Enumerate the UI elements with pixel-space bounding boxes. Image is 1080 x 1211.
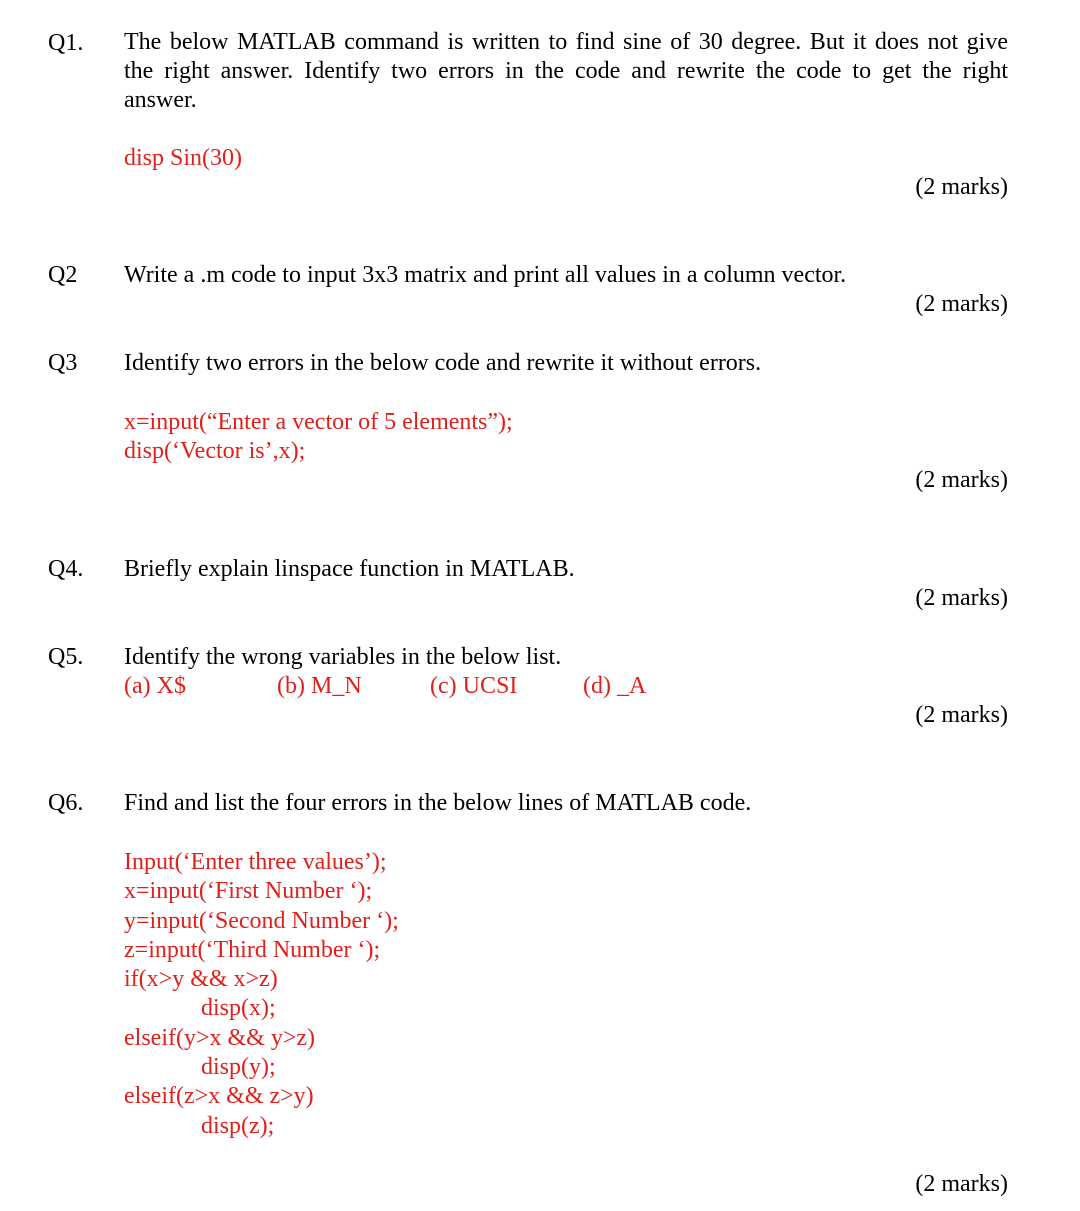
code-line: x=input(“Enter a vector of 5 elements”); — [124, 409, 513, 435]
question-number-q3: Q3 — [48, 350, 78, 376]
q1-text-line-3: answer. — [124, 87, 197, 113]
code-line: disp(‘Vector is’,x); — [124, 438, 306, 465]
question-text-q5: Identify the wrong variables in the below list. — [124, 644, 562, 670]
question-text-q2: Write a .m code to input 3x3 matrix and print all values in a column vector. — [124, 262, 847, 288]
question-text-q1 — [124, 28, 1008, 115]
q1-code — [124, 144, 242, 173]
code-line: x=input(‘First Number ‘); — [124, 878, 373, 905]
marks-q5: (2 marks) — [915, 702, 1008, 728]
code-line: disp(y); — [201, 1054, 276, 1081]
code-line: y=input(‘Second Number ‘); — [124, 907, 399, 934]
q6-code — [124, 848, 399, 1141]
option-c: (c) UCSI — [430, 673, 518, 699]
code-line: elseif(y>x && y>z) — [124, 1024, 316, 1051]
marks-q3: (2 marks) — [915, 467, 1008, 493]
option-d: (d) _A — [583, 673, 647, 699]
code-line: elseif(z>x && z>y) — [124, 1083, 314, 1110]
q3-code — [124, 408, 513, 467]
code-line: z=input(‘Third Number ‘); — [124, 936, 381, 963]
marks-q6: (2 marks) — [915, 1171, 1008, 1197]
q1-text-line-1: The below MATLAB command is written to find sine of 30 degree. But it does not give — [124, 29, 1008, 55]
marks-q2: (2 marks) — [915, 291, 1008, 317]
option-b: (b) M_N — [277, 673, 362, 699]
code-line: disp(z); — [201, 1112, 275, 1139]
question-text-q6: Find and list the four errors in the below lines of MATLAB code. — [124, 790, 752, 816]
question-text-q4: Briefly explain linspace function in MATLAB. — [124, 556, 575, 582]
question-number-q1: Q1. — [48, 30, 84, 56]
code-line: disp Sin(30) — [124, 145, 243, 171]
code-line: if(x>y && x>z) — [124, 966, 278, 993]
question-text-q3: Identify two errors in the below code and rewrite it without errors. — [124, 350, 762, 376]
question-number-q6: Q6. — [48, 790, 84, 816]
marks-q1: (2 marks) — [915, 174, 1008, 200]
q1-text-line-2: the right answer. Identify two errors in the code and rewrite the code to get the right — [124, 58, 1008, 84]
code-line: disp(x); — [201, 995, 276, 1022]
question-number-q2: Q2 — [48, 262, 78, 288]
question-number-q4: Q4. — [48, 556, 84, 582]
option-a: (a) X$ — [124, 673, 186, 699]
code-line: Input(‘Enter three values’); — [124, 849, 387, 875]
marks-q4: (2 marks) — [915, 585, 1008, 611]
question-number-q5: Q5. — [48, 644, 84, 670]
